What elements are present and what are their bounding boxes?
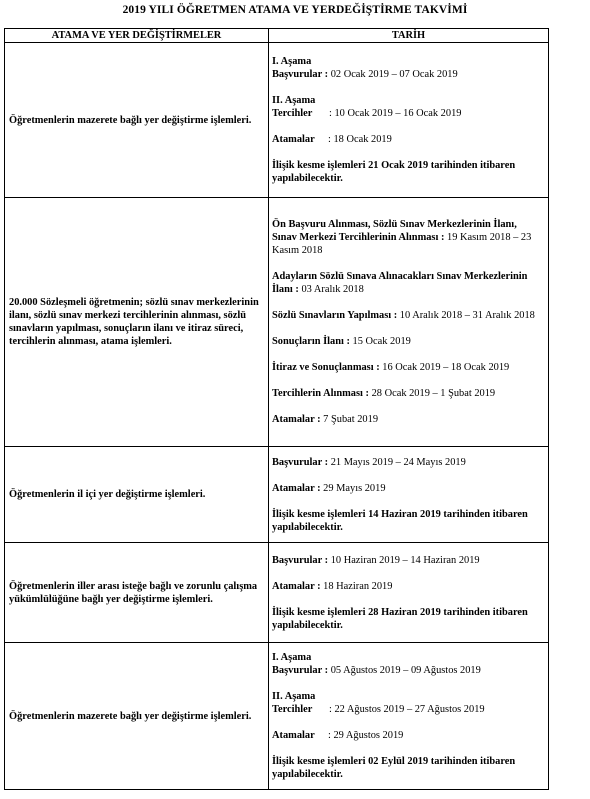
severance-note: İlişik kesme işlemleri 14 Haziran 2019 tarihinden itibaren yapılabilecektir. [272, 508, 528, 533]
pre-application-label: Ön Başvuru Alınması, Sözlü Sınav Merkezlerinin İlanı, Sınav Merkezi Tercihlerinin Alınması : [272, 219, 517, 243]
column-header-date: TARİH [269, 29, 549, 43]
document-title: 2019 YILI ÖĞRETMEN ATAMA VE YERDEĞİŞTİRME TAKVİMİ [122, 4, 468, 16]
assignment-value: : 29 Ağustos 2019 [328, 730, 404, 741]
application-value: 10 Haziran 2019 – 14 Haziran 2019 [328, 554, 480, 566]
stage-1-heading: I. Aşama [272, 56, 312, 67]
row-1-dates [269, 43, 549, 198]
assignment-value: 29 Mayıs 2019 [320, 482, 386, 494]
preference-value: : 22 Ağustos 2019 – 27 Ağustos 2019 [329, 704, 485, 715]
objection-label: İtiraz ve Sonuçlanması : [272, 362, 380, 373]
application-dates [272, 554, 540, 567]
application-label: Başvurular : [272, 554, 329, 566]
objection-dates [272, 361, 540, 374]
assignment-value: : 18 Ocak 2019 [328, 134, 392, 145]
oral-exam-dates [272, 309, 540, 322]
assignment-value: 7 Şubat 2019 [320, 414, 379, 425]
candidate-centers-value: 03 Aralık 2018 [298, 284, 364, 295]
pre-application-dates [272, 218, 540, 257]
stage-2-heading: II. Aşama [272, 691, 316, 702]
assignment-dates [272, 729, 540, 742]
assignment-label: Atamalar [272, 134, 315, 145]
row-3-dates [269, 447, 549, 543]
row-1-description: Öğretmenlerin mazerete bağlı yer değiştirme işlemleri. [5, 43, 269, 198]
results-label: Sonuçların İlanı : [272, 336, 350, 347]
column-header-assignments: ATAMA VE YER DEĞİŞTİRMELER [5, 29, 269, 43]
candidate-centers-dates [272, 270, 540, 296]
preferences-dates [272, 387, 540, 400]
stage-2-heading: II. Aşama [272, 95, 316, 106]
assignment-dates [272, 580, 540, 593]
row-4-description: Öğretmenlerin iller arası isteğe bağlı ve zorunlu çalışma yükümlülüğüne bağlı yer değiştirme işlemleri. [5, 543, 269, 643]
severance-note: İlişik kesme işlemleri 21 Ocak 2019 tarihinden itibaren yapılabilecektir. [272, 160, 516, 184]
application-dates [272, 456, 540, 469]
objection-value: 16 Ocak 2019 – 18 Ocak 2019 [379, 362, 510, 373]
preference-label: Tercihler [272, 704, 313, 715]
application-dates [272, 664, 540, 677]
candidate-centers-label: Adayların Sözlü Sınava Alınacakları Sınav Merkezlerinin İlanı : [272, 271, 528, 295]
assignment-dates [272, 413, 540, 426]
severance-note: İlişik kesme işlemleri 28 Haziran 2019 tarihinden itibaren yapılabilecektir. [272, 606, 528, 631]
row-2-dates [269, 198, 549, 447]
pre-application-value: 19 Kasım 2018 – 23 Kasım 2018 [272, 232, 532, 256]
assignment-label: Atamalar : [272, 482, 321, 494]
table-row [5, 447, 549, 543]
table-row [5, 643, 549, 790]
application-value: 05 Ağustos 2019 – 09 Ağustos 2019 [328, 665, 481, 676]
application-label: Başvurular : [272, 456, 329, 468]
preference-label: Tercihler [272, 108, 313, 119]
preference-value: : 10 Ocak 2019 – 16 Ocak 2019 [329, 108, 462, 119]
row-5-dates [269, 643, 549, 790]
severance-note: İlişik kesme işlemleri 02 Eylül 2019 tarihinden itibaren yapılabilecektir. [272, 756, 516, 780]
assignment-label: Atamalar [272, 730, 315, 741]
schedule-table [4, 28, 549, 790]
assignment-label: Atamalar : [272, 580, 321, 592]
assignment-value: 18 Haziran 2019 [320, 580, 393, 592]
oral-exam-label: Sözlü Sınavların Yapılması : [272, 310, 398, 321]
row-5-description: Öğretmenlerin mazerete bağlı yer değiştirme işlemleri. [5, 643, 269, 790]
results-dates [272, 335, 540, 348]
application-label: Başvurular : [272, 69, 329, 80]
stage-1-heading: I. Aşama [272, 652, 312, 663]
application-value: 02 Ocak 2019 – 07 Ocak 2019 [328, 69, 458, 80]
preferences-value: 28 Ocak 2019 – 1 Şubat 2019 [369, 388, 496, 399]
row-3-description: Öğretmenlerin il içi yer değiştirme işlemleri. [5, 447, 269, 543]
table-row [5, 543, 549, 643]
table-row [5, 43, 549, 198]
preference-dates [272, 703, 540, 716]
application-label: Başvurular : [272, 665, 329, 676]
assignment-dates [272, 482, 540, 495]
row-2-description: 20.000 Sözleşmeli öğretmenin; sözlü sınav merkezlerinin ilanı, sözlü sınav merkezi tercihlerinin alınması, sözlü sınavların yapılması, sonuçların ilanı ve itiraz süreci, tercihlerin alınması, atama işlemleri. [5, 198, 269, 447]
table-row [5, 198, 549, 447]
row-4-dates [269, 543, 549, 643]
application-dates [272, 68, 540, 81]
preference-dates [272, 107, 540, 120]
oral-exam-value: 10 Aralık 2018 – 31 Aralık 2018 [397, 310, 535, 321]
header-row [5, 29, 549, 43]
assignment-dates [272, 133, 540, 146]
assignment-label: Atamalar : [272, 414, 321, 425]
results-value: 15 Ocak 2019 [349, 336, 411, 347]
preferences-label: Tercihlerin Alınması : [272, 388, 369, 399]
application-value: 21 Mayıs 2019 – 24 Mayıs 2019 [328, 456, 466, 468]
